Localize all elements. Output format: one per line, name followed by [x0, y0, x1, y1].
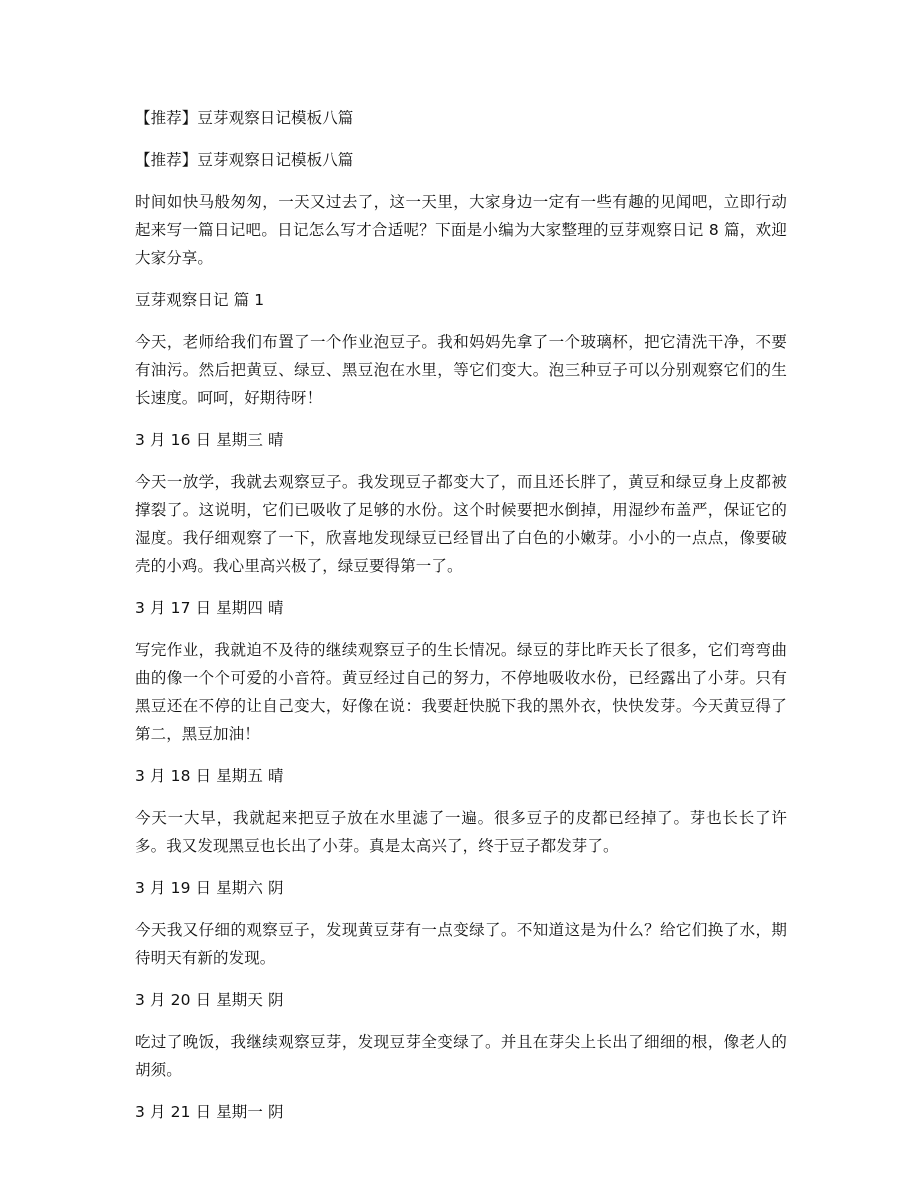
document-subtitle: 【推荐】豆芽观察日记模板八篇 [135, 151, 354, 169]
entry-paragraph: 写完作业，我就迫不及待的继续观察豆子的生长情况。绿豆的芽比昨天长了很多，它们弯弯曲曲的像一个个可爱的小音符。黄豆经过自己的努力，不停地吸收水份，已经露出了小芽。只有黑豆还在不停的让自己变大，好像在说：我要赶快脱下我的黑外衣，快快发芽。今天黄豆得了第二，黑豆加油！ [135, 641, 787, 743]
entry-date: 3 月 20 日 星期天 阴 [135, 991, 284, 1009]
section-heading: 豆芽观察日记 篇 1 [135, 291, 265, 309]
entry-paragraph: 今天一放学，我就去观察豆子。我发现豆子都变大了，而且还长胖了，黄豆和绿豆身上皮都被撑裂了。这说明，它们已吸收了足够的水份。这个时候要把水倒掉，用湿纱布盖严，保证它的湿度。我仔细观察了一下，欣喜地发现绿豆已经冒出了白色的小嫩芽。小小的一点点，像要破壳的小鸡。我心里高兴极了，绿豆要得第一了。 [135, 473, 787, 575]
entry-paragraph: 今天我又仔细的观察豆子，发现黄豆芽有一点变绿了。不知道这是为什么？给它们换了水，期待明天有新的发现。 [135, 921, 787, 967]
entry-date: 3 月 21 日 星期一 阴 [135, 1103, 284, 1121]
entry-date: 3 月 16 日 星期三 晴 [135, 431, 284, 449]
document-page [135, 104, 787, 1140]
entry-date: 3 月 17 日 星期四 晴 [135, 599, 284, 617]
entry-paragraph: 今天一大早，我就起来把豆子放在水里滤了一遍。很多豆子的皮都已经掉了。芽也长长了许多。我又发现黑豆也长出了小芽。真是太高兴了，终于豆子都发芽了。 [135, 809, 787, 855]
entry-paragraph: 吃过了晚饭，我继续观察豆芽，发现豆芽全变绿了。并且在芽尖上长出了细细的根，像老人的胡须。 [135, 1033, 787, 1079]
entry-date: 3 月 18 日 星期五 晴 [135, 767, 284, 785]
entry-paragraph: 今天，老师给我们布置了一个作业泡豆子。我和妈妈先拿了一个玻璃杯，把它清洗干净，不要有油污。然后把黄豆、绿豆、黑豆泡在水里，等它们变大。泡三种豆子可以分别观察它们的生长速度。呵呵，好期待呀！ [135, 333, 787, 407]
document-title: 【推荐】豆芽观察日记模板八篇 [135, 109, 354, 127]
intro-paragraph: 时间如快马般匆匆，一天又过去了，这一天里，大家身边一定有一些有趣的见闻吧，立即行动起来写一篇日记吧。日记怎么写才合适呢？下面是小编为大家整理的豆芽观察日记 8 篇，欢迎大家分享。 [135, 193, 787, 267]
entry-date: 3 月 19 日 星期六 阴 [135, 879, 284, 897]
